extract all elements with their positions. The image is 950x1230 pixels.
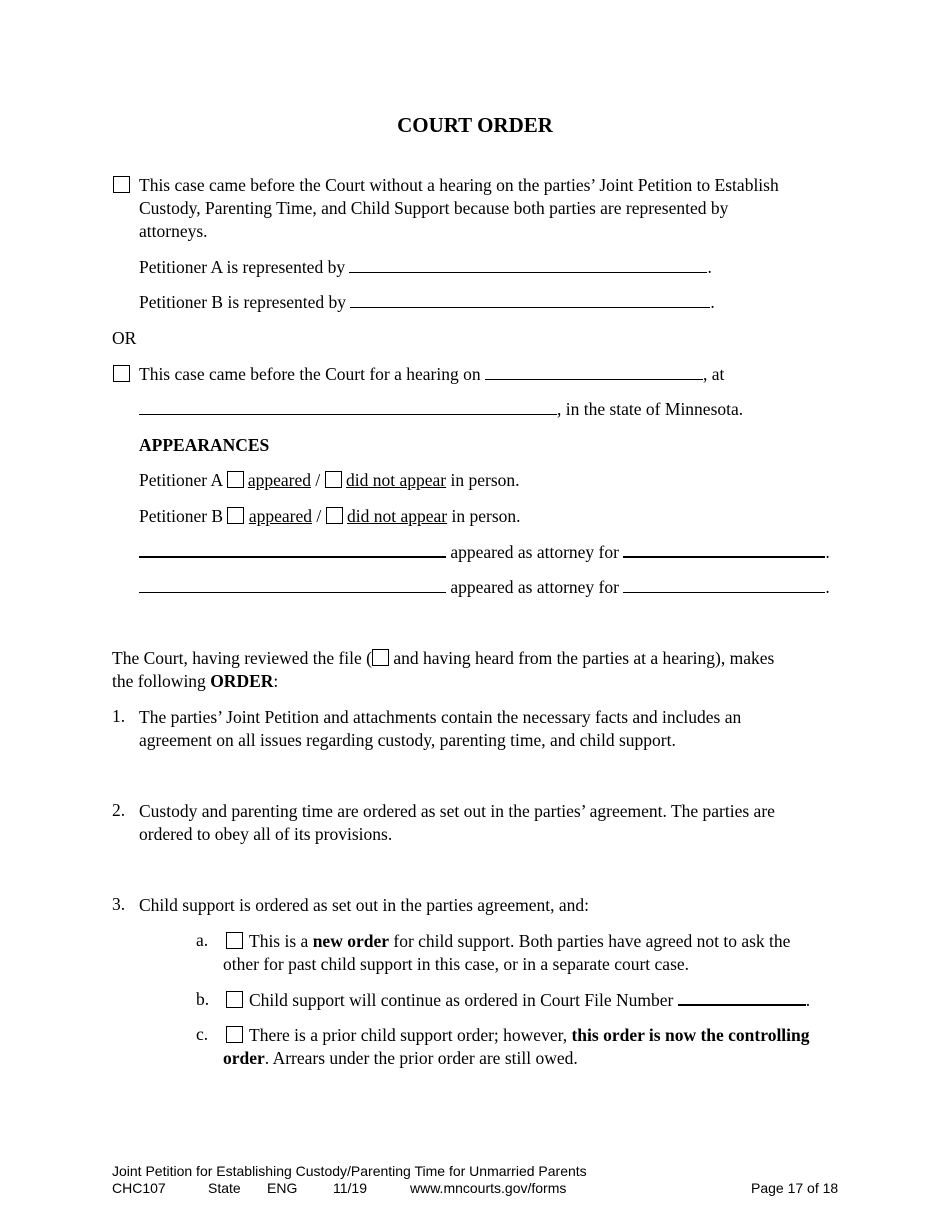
footer-form-code: CHC107 bbox=[112, 1180, 166, 1196]
petitioner-a-representation bbox=[139, 257, 712, 278]
appeared-label: appeared bbox=[247, 470, 312, 490]
item-2-text bbox=[139, 800, 775, 846]
attorney-1-client-field[interactable] bbox=[623, 541, 825, 558]
state-label: , in the state of Minnesota. bbox=[557, 399, 744, 419]
at-label: , at bbox=[702, 364, 725, 384]
new-order-bold: new order bbox=[312, 931, 389, 951]
did-not-appear-label: did not appear bbox=[346, 470, 447, 490]
no-hearing-line2: Custody, Parenting Time, and Child Support because both parties are represented by bbox=[139, 198, 729, 218]
period: . bbox=[825, 577, 830, 597]
slash: / bbox=[315, 470, 321, 490]
attorney-appearance-2 bbox=[139, 577, 830, 598]
heard-at-hearing-checkbox[interactable] bbox=[372, 649, 389, 666]
subitem-c-post: . Arrears under the prior order are still owed. bbox=[264, 1048, 578, 1068]
item-2-line1: Custody and parenting time are ordered as set out in the parties’ agreement. The parties are bbox=[139, 801, 775, 821]
item-3-line1: Child support is ordered as set out in the parties agreement, and: bbox=[139, 895, 590, 915]
no-hearing-line1: This case came before the Court without a hearing on the parties’ Joint Petition to Establish bbox=[139, 175, 779, 195]
hearing-location-field[interactable] bbox=[139, 399, 557, 415]
footer-page-number: Page 17 of 18 bbox=[751, 1180, 839, 1196]
footer-language: ENG bbox=[267, 1180, 298, 1196]
attorney-1-name-field[interactable] bbox=[139, 541, 446, 558]
appearances-heading: APPEARANCES bbox=[139, 435, 270, 455]
hearing-text bbox=[139, 364, 724, 385]
hearing-checkbox[interactable] bbox=[113, 365, 130, 382]
item-2-number: 2. bbox=[112, 800, 126, 820]
intro-text-a: The Court, having reviewed the file ( bbox=[112, 648, 372, 668]
petitioner-b-appearance bbox=[139, 506, 521, 527]
item-3-number: 3. bbox=[112, 894, 126, 914]
footer-form-title: Joint Petition for Establishing Custody/Parenting Time for Unmarried Parents bbox=[112, 1163, 587, 1179]
petitioner-b-did-not-appear-checkbox[interactable] bbox=[326, 507, 343, 524]
controlling-bold-2: order bbox=[223, 1048, 265, 1068]
attorney-for-label: appeared as attorney for bbox=[450, 542, 619, 562]
subitem-b-label: Child support will continue as ordered in Court File Number bbox=[249, 990, 674, 1010]
order-intro bbox=[112, 647, 774, 693]
order-word: ORDER bbox=[210, 671, 274, 691]
colon: : bbox=[273, 671, 279, 691]
item-1-line2: agreement on all issues regarding custody, parenting time, and child support. bbox=[139, 730, 676, 750]
petitioner-a-appearance bbox=[139, 470, 520, 491]
footer-state: State bbox=[208, 1180, 241, 1196]
petitioner-a-label: Petitioner A is represented by bbox=[139, 257, 346, 277]
order-intro-line1 bbox=[112, 647, 774, 670]
appeared-label: appeared bbox=[248, 506, 312, 526]
hearing-location bbox=[139, 399, 743, 420]
or-label: OR bbox=[112, 328, 137, 348]
intro-text-b: and having heard from the parties at a hearing), makes bbox=[388, 648, 775, 668]
attorney-2-client-field[interactable] bbox=[623, 577, 825, 593]
no-hearing-text bbox=[139, 174, 779, 243]
subitem-c-text bbox=[223, 1024, 810, 1070]
footer-revision-date: 11/19 bbox=[333, 1180, 367, 1196]
subitem-a-line1 bbox=[223, 930, 790, 953]
petitioner-a-appearance-label: Petitioner A bbox=[139, 470, 223, 490]
subitem-a-letter: a. bbox=[196, 930, 209, 950]
item-2-line2: ordered to obey all of its provisions. bbox=[139, 824, 393, 844]
continue-order-checkbox[interactable] bbox=[226, 991, 243, 1008]
slash: / bbox=[316, 506, 322, 526]
period: . bbox=[707, 257, 712, 277]
subitem-a-post: for child support. Both parties have agreed not to ask the bbox=[389, 931, 791, 951]
subitem-c-pre: There is a prior child support order; however, bbox=[249, 1025, 572, 1045]
petitioner-b-appearance-label: Petitioner B bbox=[139, 506, 224, 526]
petitioner-a-attorney-field[interactable] bbox=[349, 257, 707, 273]
subitem-c-line2 bbox=[223, 1047, 810, 1070]
subitem-b-text bbox=[249, 989, 810, 1011]
subitem-c-line1 bbox=[223, 1024, 810, 1047]
hearing-date-field[interactable] bbox=[485, 364, 703, 380]
period: . bbox=[710, 292, 715, 312]
petitioner-b-attorney-field[interactable] bbox=[350, 292, 710, 308]
item-1-number: 1. bbox=[112, 706, 126, 726]
attorney-for-label: appeared as attorney for bbox=[450, 577, 619, 597]
in-person-label: in person. bbox=[451, 506, 521, 526]
petitioner-a-appeared-checkbox[interactable] bbox=[227, 471, 244, 488]
subitem-a-text bbox=[223, 930, 790, 976]
subitem-a-line2: other for past child support in this case, or in a separate court case. bbox=[223, 954, 690, 974]
period: . bbox=[805, 990, 811, 1010]
period: . bbox=[825, 542, 830, 562]
item-3-text bbox=[139, 894, 589, 917]
item-1-text bbox=[139, 706, 741, 752]
subitem-b-letter: b. bbox=[196, 989, 210, 1009]
petitioner-b-representation bbox=[139, 292, 715, 313]
controlling-bold-1: this order is now the controlling bbox=[571, 1025, 810, 1045]
hearing-label: This case came before the Court for a hearing on bbox=[139, 364, 481, 384]
subitem-a-pre: This is a bbox=[249, 931, 313, 951]
no-hearing-checkbox[interactable] bbox=[113, 176, 130, 193]
no-hearing-line3: attorneys. bbox=[139, 221, 208, 241]
petitioner-b-appeared-checkbox[interactable] bbox=[227, 507, 244, 524]
petitioner-b-label: Petitioner B is represented by bbox=[139, 292, 347, 312]
attorney-appearance-1 bbox=[139, 541, 830, 563]
petitioner-a-did-not-appear-checkbox[interactable] bbox=[325, 471, 342, 488]
subitem-c-letter: c. bbox=[196, 1024, 209, 1044]
in-person-label: in person. bbox=[450, 470, 520, 490]
page-title: COURT ORDER bbox=[397, 113, 553, 137]
court-file-number-field[interactable] bbox=[678, 989, 806, 1006]
attorney-2-name-field[interactable] bbox=[139, 577, 446, 593]
footer-url[interactable]: www.mncourts.gov/forms bbox=[410, 1180, 567, 1196]
intro-text-c: the following bbox=[112, 671, 211, 691]
did-not-appear-label: did not appear bbox=[347, 506, 448, 526]
order-intro-line2 bbox=[112, 670, 774, 693]
item-1-line1: The parties’ Joint Petition and attachments contain the necessary facts and includes an bbox=[139, 707, 742, 727]
